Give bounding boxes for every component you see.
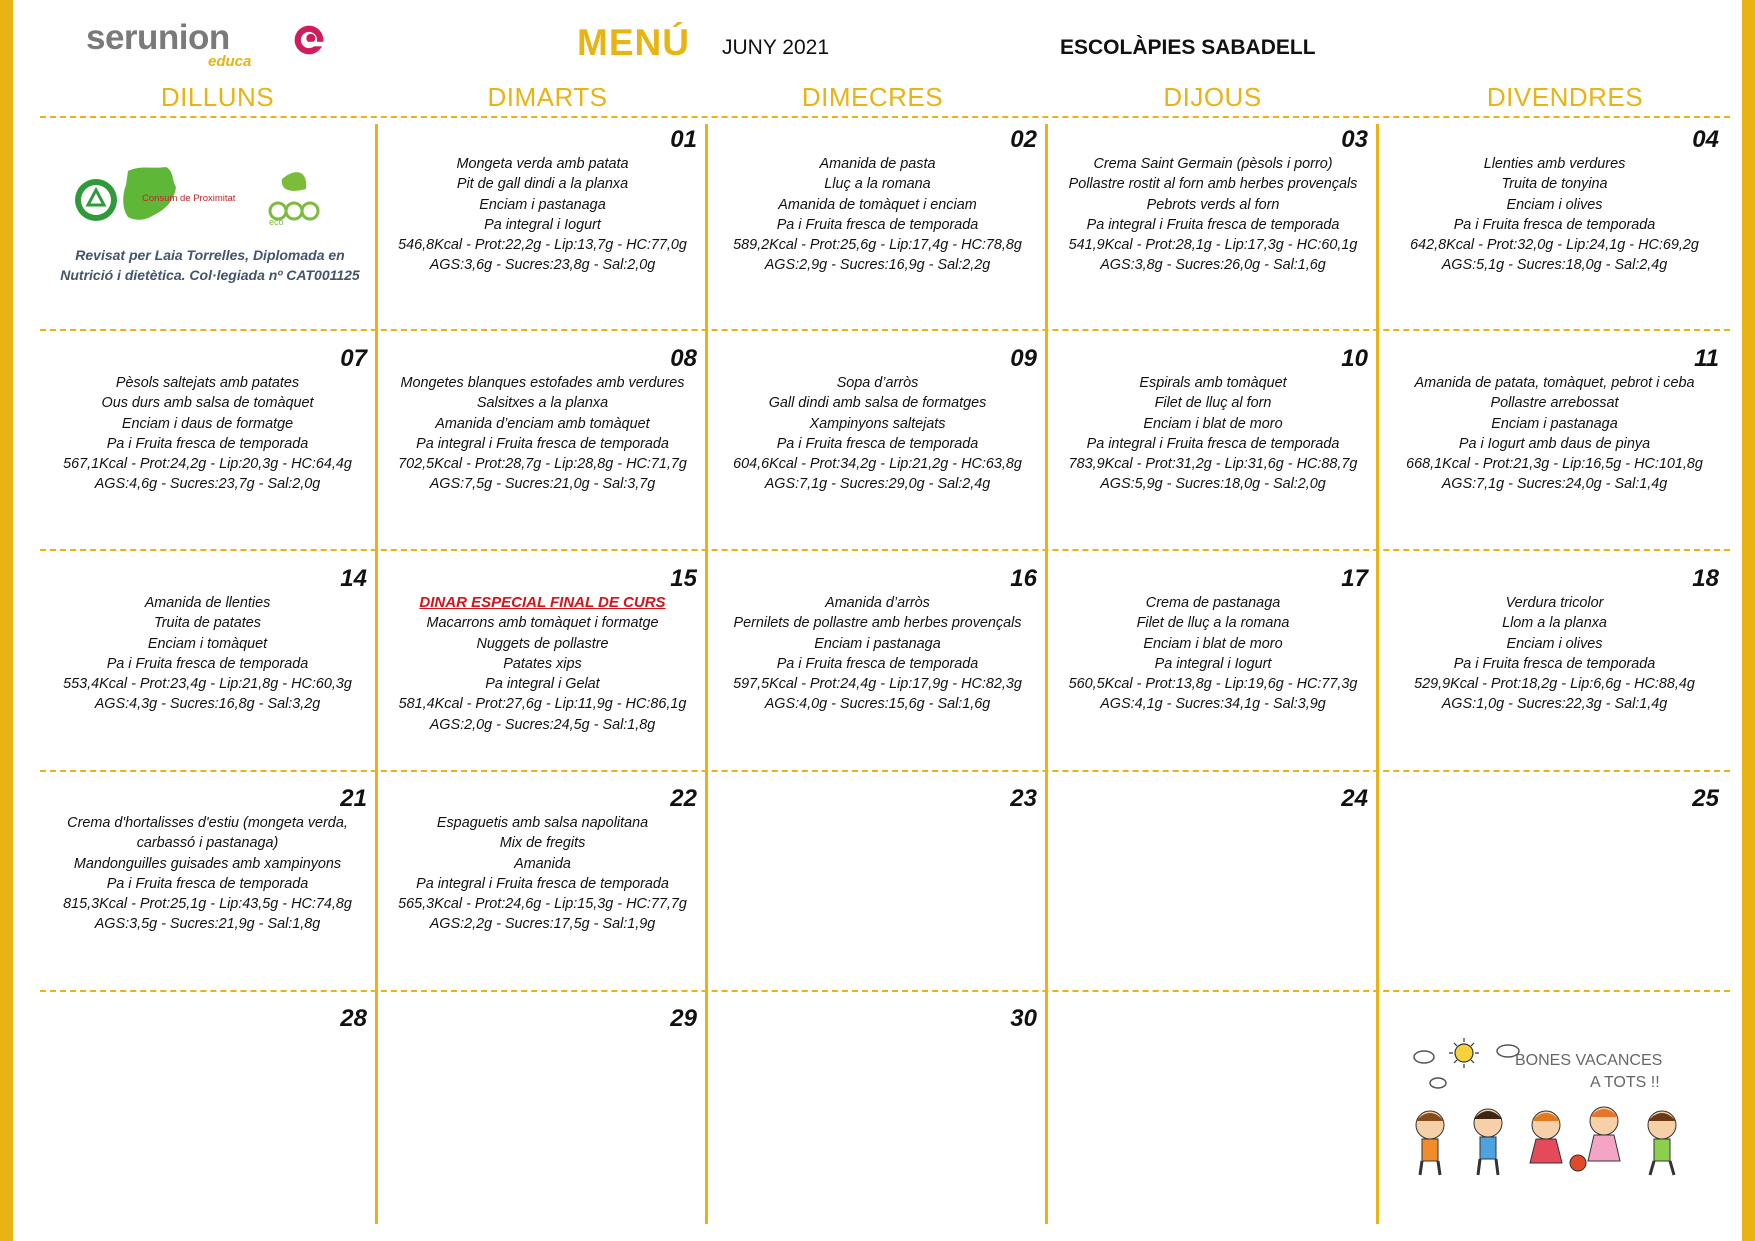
menu-line: AGS:2,9g - Sucres:16,9g - Sal:2,2g bbox=[764, 257, 991, 274]
cloud-icon bbox=[1414, 1051, 1434, 1063]
menu-line: Pernilets de pollastre amb herbes provençals bbox=[733, 615, 1022, 632]
menu-line: Pa i Fruita fresca de temporada bbox=[1453, 655, 1656, 672]
day-header-monday: DILLUNS bbox=[160, 82, 275, 112]
column-divider bbox=[1376, 124, 1379, 1224]
kid-icon bbox=[1416, 1111, 1444, 1175]
menu-line: 553,4Kcal - Prot:23,4g - Lip:21,8g - HC:60,3g bbox=[63, 676, 352, 693]
menu-line: Enciam i olives bbox=[1506, 196, 1603, 213]
vacances-line2: A TOTS !! bbox=[1590, 1074, 1660, 1091]
day-cell bbox=[380, 126, 705, 326]
menu-lines bbox=[1050, 593, 1376, 715]
day-number: 23 bbox=[1010, 785, 1037, 812]
recycle-icon bbox=[75, 179, 117, 221]
day-cell bbox=[40, 785, 375, 985]
menu-line: Pa integral i Fruita fresca de temporada bbox=[416, 875, 669, 892]
menu-line: 597,5Kcal - Prot:24,4g - Lip:17,9g - HC:82,3g bbox=[733, 676, 1022, 693]
day-cell bbox=[710, 1005, 1045, 1205]
menu-lines bbox=[380, 593, 705, 735]
menu-line: Llenties amb verdures bbox=[1483, 156, 1626, 172]
menu-line: 668,1Kcal - Prot:21,3g - Lip:16,5g - HC:101,8g bbox=[1406, 456, 1703, 473]
menu-line: 567,1Kcal - Prot:24,2g - Lip:20,3g - HC:64,4g bbox=[63, 456, 352, 473]
menu-line: Pa integral i Iogurt bbox=[484, 216, 601, 233]
menu-line: Amanida d’enciam amb tomàquet bbox=[435, 415, 650, 432]
menu-line: Crema Saint Germain (pèsols i porro) bbox=[1093, 156, 1333, 172]
day-number: 29 bbox=[670, 1005, 697, 1032]
menu-lines bbox=[1050, 373, 1376, 495]
menu-line: AGS:7,1g - Sucres:24,0g - Sal:1,4g bbox=[1441, 476, 1668, 493]
menu-lines bbox=[40, 593, 375, 715]
day-cell bbox=[710, 126, 1045, 326]
row-divider bbox=[40, 329, 1730, 331]
eco-icon bbox=[270, 172, 318, 219]
day-cell bbox=[1382, 565, 1727, 765]
day-cell bbox=[710, 785, 1045, 985]
menu-line: AGS:4,1g - Sucres:34,1g - Sal:3,9g bbox=[1100, 696, 1326, 713]
school-name: ESCOLÀPIES SABADELL bbox=[1060, 36, 1316, 59]
day-cell bbox=[1382, 345, 1727, 545]
menu-lines bbox=[1382, 154, 1727, 276]
day-cell bbox=[1050, 785, 1376, 985]
sun-icon bbox=[1449, 1038, 1479, 1068]
day-number: 11 bbox=[1694, 345, 1719, 372]
menu-line: Pa i Fruita fresca de temporada bbox=[1453, 216, 1656, 233]
menu-lines bbox=[40, 373, 375, 495]
menu-line: Amanida de pasta bbox=[819, 156, 936, 172]
day-number: 03 bbox=[1341, 126, 1368, 153]
day-cell bbox=[1382, 126, 1727, 326]
left-border bbox=[0, 0, 13, 1241]
column-divider bbox=[705, 124, 708, 1224]
menu-line: Pit de gall dindi a la planxa bbox=[456, 176, 629, 193]
menu-line: AGS:7,1g - Sucres:29,0g - Sal:2,4g bbox=[764, 476, 991, 493]
menu-line: Filet de lluç a la romana bbox=[1136, 615, 1290, 632]
menu-line: Llom a la planxa bbox=[1502, 615, 1607, 632]
kid-icon bbox=[1530, 1111, 1586, 1171]
menu-line: Pa integral i Gelat bbox=[485, 676, 600, 693]
menu-line: 604,6Kcal - Prot:34,2g - Lip:21,2g - HC:63,8g bbox=[733, 456, 1022, 473]
logo-sub: educa bbox=[208, 53, 252, 70]
logo-name: serunion bbox=[86, 18, 230, 57]
menu-line: Amanida de patata, tomàquet, pebrot i ceba bbox=[1414, 375, 1695, 391]
kid-icon bbox=[1648, 1111, 1676, 1175]
menu-lines bbox=[710, 593, 1045, 715]
menu-line: Ous durs amb salsa de tomàquet bbox=[101, 395, 314, 412]
menu-line: 815,3Kcal - Prot:25,1g - Lip:43,5g - HC:74,8g bbox=[63, 896, 352, 913]
menu-line: AGS:3,5g - Sucres:21,9g - Sal:1,8g bbox=[94, 916, 321, 933]
row-divider bbox=[40, 116, 1730, 118]
menu-line: Salsitxes a la planxa bbox=[476, 395, 609, 412]
menu-line: Truita de patates bbox=[154, 615, 261, 632]
menu-line: 529,9Kcal - Prot:18,2g - Lip:6,6g - HC:88,4g bbox=[1414, 676, 1695, 693]
menu-line: Sopa d’arròs bbox=[836, 375, 919, 391]
proximitat-label: Consum de Proximitat bbox=[142, 193, 236, 204]
menu-line: Enciam i daus de formatge bbox=[121, 415, 294, 432]
day-number: 25 bbox=[1692, 785, 1719, 812]
day-number: 24 bbox=[1341, 785, 1368, 812]
menu-line: Amanida d’arròs bbox=[825, 595, 930, 611]
menu-line: Pa i Fruita fresca de temporada bbox=[776, 655, 979, 672]
row-divider bbox=[40, 549, 1730, 551]
column-divider bbox=[1045, 124, 1048, 1224]
special-meal-title: DINAR ESPECIAL FINAL DE CURS bbox=[419, 594, 666, 611]
day-header-wednesday: DIMECRES bbox=[801, 82, 944, 112]
menu-line: Enciam i pastanaga bbox=[479, 196, 606, 213]
menu-line: Pa i Iogurt amb daus de pinya bbox=[1458, 435, 1651, 452]
menu-line: 581,4Kcal - Prot:27,6g - Lip:11,9g - HC:86,1g bbox=[398, 696, 687, 713]
menu-line: Amanida bbox=[514, 855, 571, 872]
menu-line: Filet de lluç al forn bbox=[1154, 395, 1272, 412]
day-header-tuesday: DIMARTS bbox=[487, 82, 608, 112]
day-number: 30 bbox=[1010, 1005, 1037, 1032]
menu-line: Mongetes blanques estofades amb verdures bbox=[400, 375, 685, 391]
menu-line: Pa i Fruita fresca de temporada bbox=[106, 875, 309, 892]
logo-swirl-icon bbox=[291, 22, 327, 58]
menu-line: AGS:4,0g - Sucres:15,6g - Sal:1,6g bbox=[764, 696, 991, 713]
day-number: 08 bbox=[670, 345, 697, 372]
menu-lines bbox=[1382, 593, 1727, 715]
menu-lines bbox=[1050, 154, 1376, 276]
menu-line: AGS:2,0g - Sucres:24,5g - Sal:1,8g bbox=[429, 716, 656, 733]
menu-line: 642,8Kcal - Prot:32,0g - Lip:24,1g - HC:69,2g bbox=[1410, 237, 1699, 254]
menu-line: Verdura tricolor bbox=[1505, 595, 1604, 611]
menu-line: Enciam i blat de moro bbox=[1143, 415, 1283, 432]
row-divider bbox=[40, 770, 1730, 772]
eco-label: eco bbox=[269, 217, 284, 227]
menu-line: 589,2Kcal - Prot:25,6g - Lip:17,4g - HC:78,8g bbox=[733, 237, 1022, 254]
menu-lines bbox=[710, 373, 1045, 495]
day-number: 09 bbox=[1010, 345, 1037, 372]
day-number: 16 bbox=[1010, 565, 1037, 592]
menu-line: Pollastre arrebossat bbox=[1490, 395, 1619, 412]
day-number: 07 bbox=[340, 345, 367, 372]
menu-line: Pa i Fruita fresca de temporada bbox=[776, 216, 979, 233]
day-cell bbox=[380, 345, 705, 545]
menu-line: Xampinyons saltejats bbox=[809, 415, 946, 432]
vacances-line1: BONES VACANCES bbox=[1515, 1052, 1663, 1069]
menu-line: Crema d'hortalisses d'estiu (mongeta verda, bbox=[67, 815, 348, 831]
menu-line: AGS:5,1g - Sucres:18,0g - Sal:2,4g bbox=[1441, 257, 1668, 274]
menu-line: Enciam i blat de moro bbox=[1143, 635, 1283, 652]
day-cell bbox=[380, 785, 705, 985]
day-header-thursday: DIJOUS bbox=[1163, 82, 1262, 112]
menu-lines bbox=[1382, 373, 1727, 495]
menu-line: AGS:5,9g - Sucres:18,0g - Sal:2,0g bbox=[1100, 476, 1326, 493]
day-cell bbox=[380, 565, 705, 765]
day-cell bbox=[40, 565, 375, 765]
day-number: 18 bbox=[1692, 565, 1719, 592]
cloud-icon bbox=[1430, 1078, 1446, 1088]
menu-line: Pa i Fruita fresca de temporada bbox=[106, 655, 309, 672]
menu-lines bbox=[40, 813, 375, 935]
holidays-illustration bbox=[1400, 1035, 1690, 1183]
day-cell bbox=[1382, 785, 1727, 985]
page-title: MENÚ bbox=[577, 22, 690, 63]
menu-line: AGS:3,6g - Sucres:23,8g - Sal:2,0g bbox=[429, 257, 656, 274]
day-number: 21 bbox=[340, 785, 367, 812]
day-number: 02 bbox=[1010, 126, 1037, 153]
menu-line: Macarrons amb tomàquet i formatge bbox=[426, 615, 659, 632]
menu-line: 546,8Kcal - Prot:22,2g - Lip:13,7g - HC:77,0g bbox=[398, 237, 687, 254]
day-cell bbox=[40, 345, 375, 545]
menu-lines bbox=[380, 154, 705, 276]
day-cell bbox=[710, 345, 1045, 545]
serunion-logo bbox=[86, 18, 306, 68]
menu-line: AGS:3,8g - Sucres:26,0g - Sal:1,6g bbox=[1100, 257, 1326, 274]
menu-line: Truita de tonyina bbox=[1501, 176, 1608, 193]
menu-line: carbassó i pastanaga) bbox=[136, 835, 279, 852]
menu-line: Enciam i olives bbox=[1506, 635, 1603, 652]
menu-line: AGS:4,3g - Sucres:16,8g - Sal:3,2g bbox=[94, 696, 321, 713]
menu-line: Espirals amb tomàquet bbox=[1139, 375, 1287, 391]
menu-line: Crema de pastanaga bbox=[1145, 595, 1281, 611]
menu-line: Espaguetis amb salsa napolitana bbox=[436, 815, 649, 831]
menu-line: Mandonguilles guisades amb xampinyons bbox=[73, 855, 342, 872]
menu-line: Nuggets de pollastre bbox=[476, 635, 609, 652]
day-number: 01 bbox=[670, 126, 697, 153]
day-cell bbox=[1050, 126, 1376, 326]
reviewed-by-note: Revisat per Laia Torrelles, Diplomada en Nutrició i dietètica. Col·legiada nº CAT001125 bbox=[60, 247, 360, 283]
menu-line: Mongeta verda amb patata bbox=[456, 156, 629, 172]
menu-line: Amanida de tomàquet i enciam bbox=[778, 196, 977, 213]
day-number: 04 bbox=[1692, 126, 1719, 153]
day-cell bbox=[380, 1005, 705, 1205]
menu-line: Pollastre rostit al forn amb herbes provençals bbox=[1068, 176, 1358, 193]
menu-line: 702,5Kcal - Prot:28,7g - Lip:28,8g - HC:71,7g bbox=[398, 456, 687, 473]
day-number: 28 bbox=[340, 1005, 367, 1032]
menu-line: Pebrots verds al forn bbox=[1146, 196, 1280, 213]
sustainability-badges bbox=[70, 165, 330, 227]
day-header-friday: DIVENDRES bbox=[1486, 82, 1644, 112]
menu-line: AGS:7,5g - Sucres:21,0g - Sal:3,7g bbox=[429, 476, 656, 493]
menu-line: AGS:1,0g - Sucres:22,3g - Sal:1,4g bbox=[1441, 696, 1668, 713]
menu-line: 565,3Kcal - Prot:24,6g - Lip:15,3g - HC:77,7g bbox=[398, 896, 687, 913]
menu-line: Pa i Fruita fresca de temporada bbox=[776, 435, 979, 452]
menu-lines bbox=[380, 373, 705, 495]
menu-month: JUNY 2021 bbox=[722, 36, 830, 59]
row-divider bbox=[40, 990, 1730, 992]
menu-line: Pèsols saltejats amb patates bbox=[115, 375, 300, 391]
menu-line: Enciam i tomàquet bbox=[147, 635, 268, 652]
menu-lines bbox=[710, 154, 1045, 276]
menu-line: AGS:2,2g - Sucres:17,5g - Sal:1,9g bbox=[429, 916, 656, 933]
menu-line: Amanida de llenties bbox=[144, 595, 271, 611]
menu-line: Gall dindi amb salsa de formatges bbox=[768, 395, 987, 412]
right-border bbox=[1742, 0, 1755, 1241]
menu-line: Pa i Fruita fresca de temporada bbox=[106, 435, 309, 452]
menu-line: Enciam i pastanaga bbox=[1491, 415, 1618, 432]
kid-icon bbox=[1588, 1107, 1620, 1161]
day-cell bbox=[1050, 565, 1376, 765]
menu-line: 783,9Kcal - Prot:31,2g - Lip:31,6g - HC:88,7g bbox=[1068, 456, 1358, 473]
day-number: 15 bbox=[670, 565, 697, 592]
day-number: 17 bbox=[1341, 565, 1368, 592]
menu-line: 541,9Kcal - Prot:28,1g - Lip:17,3g - HC:60,1g bbox=[1068, 237, 1358, 254]
menu-line: Pa integral i Iogurt bbox=[1154, 655, 1272, 672]
menu-line: Patates xips bbox=[503, 655, 582, 672]
day-cell bbox=[40, 1005, 375, 1205]
column-divider bbox=[375, 124, 378, 1224]
menu-line: Pa integral i Fruita fresca de temporada bbox=[1086, 435, 1340, 452]
day-number: 10 bbox=[1341, 345, 1368, 372]
menu-line: Pa integral i Fruita fresca de temporada bbox=[1086, 216, 1340, 233]
menu-line: Lluç a la romana bbox=[824, 176, 931, 193]
day-number: 22 bbox=[670, 785, 697, 812]
menu-line: AGS:4,6g - Sucres:23,7g - Sal:2,0g bbox=[94, 476, 321, 493]
menu-lines bbox=[380, 813, 705, 935]
kid-icon bbox=[1474, 1109, 1502, 1175]
menu-line: Pa integral i Fruita fresca de temporada bbox=[416, 435, 669, 452]
day-number: 14 bbox=[340, 565, 367, 592]
day-cell bbox=[710, 565, 1045, 765]
menu-line: 560,5Kcal - Prot:13,8g - Lip:19,6g - HC:77,3g bbox=[1068, 676, 1358, 693]
day-cell bbox=[1050, 345, 1376, 545]
menu-line: Mix de fregits bbox=[499, 835, 586, 852]
menu-line: Enciam i pastanaga bbox=[814, 635, 941, 652]
